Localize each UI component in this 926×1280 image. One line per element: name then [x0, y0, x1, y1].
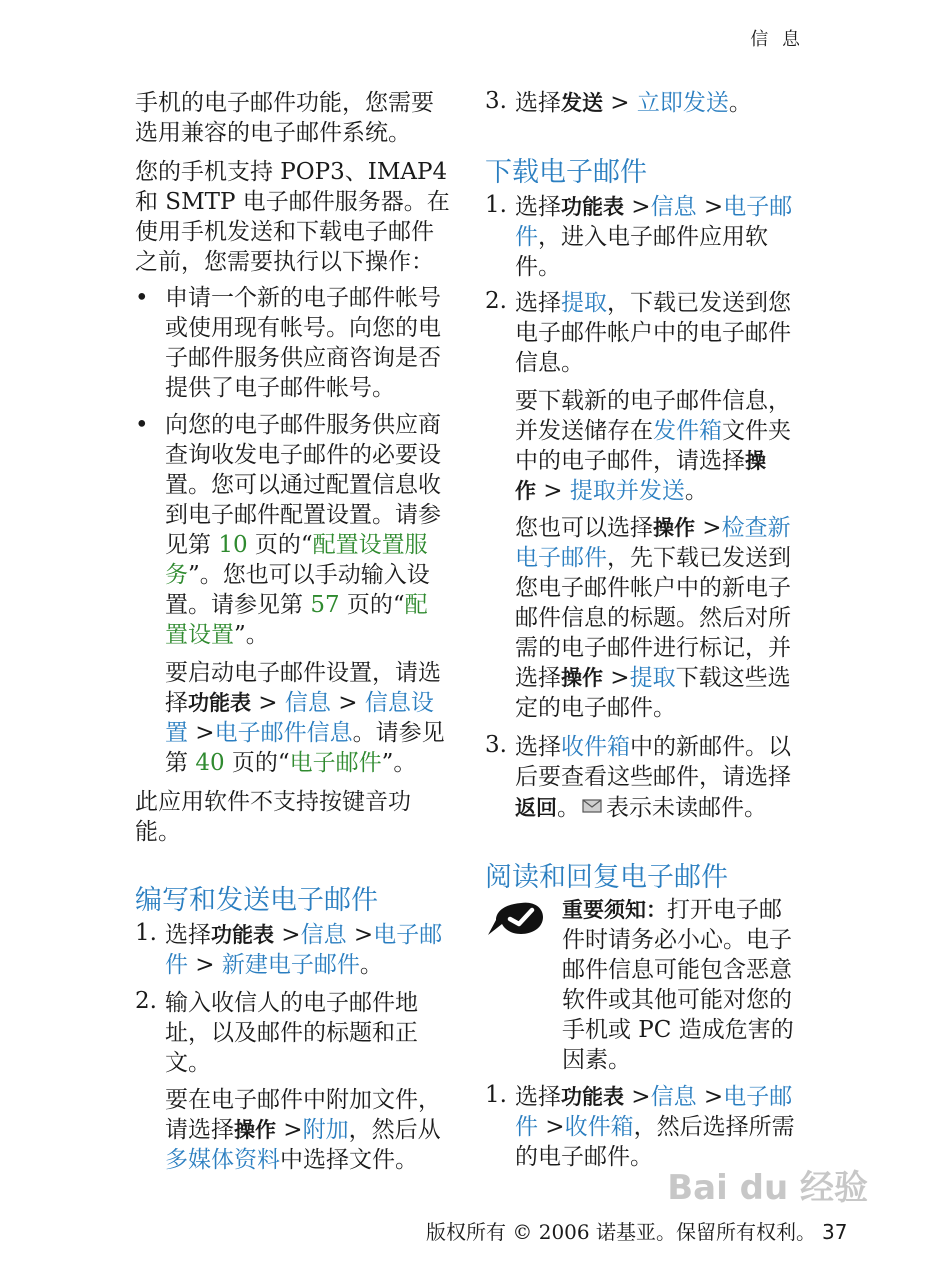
bullet-item	[165, 410, 441, 650]
baidu-watermark-logo: Bai du 经验	[667, 1168, 868, 1208]
text-line: 件 > 新建电子邮件。	[165, 952, 383, 978]
menu-link[interactable]: 信息	[300, 922, 347, 948]
menu-link[interactable]: 检查新	[721, 515, 791, 541]
step-item	[515, 288, 791, 378]
text-line: 手机的电子邮件功能，您需要	[135, 90, 434, 116]
important-notice	[562, 895, 794, 1075]
text-line: 选择发送 > 立即发送。	[515, 90, 752, 116]
text-line: 邮件信息的标题。然后对所	[515, 605, 791, 631]
text-line: 中的电子邮件，请选择操	[515, 448, 766, 474]
unread-message-icon	[582, 792, 602, 822]
cross-reference-link[interactable]: 务	[165, 562, 188, 588]
notice-label: 重要须知：	[562, 898, 667, 922]
menu-link[interactable]: 电子邮	[723, 194, 793, 220]
menu-command: 功能表	[561, 195, 624, 219]
text-line: 后要查看这些邮件，请选择	[515, 764, 791, 790]
bullet-item	[165, 283, 441, 403]
text-line: 使用手机发送和下载电子邮件	[135, 219, 434, 245]
menu-link[interactable]: 多媒体资料	[165, 1147, 280, 1173]
text-line: 件，进入电子邮件应用软	[515, 224, 768, 250]
text-line: 第 40 页的“电子邮件”。	[165, 750, 417, 776]
section-header: 信 息	[750, 29, 804, 50]
page-footer	[426, 1216, 847, 1245]
menu-link[interactable]: 件	[165, 952, 188, 978]
text-line: 邮件信息可能包含恶意	[562, 957, 792, 983]
cross-reference-link[interactable]: 电子邮件	[289, 750, 382, 776]
check-new-instructions	[515, 513, 791, 723]
step-item	[165, 920, 442, 980]
text-line: 置。请参见第 57 页的“配	[165, 592, 428, 618]
text-line: 选择操作 >提取下载这些选	[515, 665, 791, 691]
text-line: 选择功能表 >信息 >电子邮	[165, 922, 443, 948]
menu-link[interactable]: 提取	[629, 665, 676, 691]
text-line: 务”。您也可以手动输入设	[165, 562, 430, 588]
menu-link[interactable]: 电子邮件信息	[214, 720, 353, 746]
menu-command: 操作	[653, 516, 695, 540]
text-line: 您也可以选择操作 >检查新	[515, 515, 791, 541]
text-line: 重要须知：打开电子邮	[562, 897, 782, 923]
cross-reference-link[interactable]: 置设置	[165, 622, 234, 648]
text-line: 子邮件服务供应商咨询是否	[165, 345, 441, 371]
menu-link[interactable]: 立即发送	[636, 90, 729, 116]
step-number: 2.	[485, 288, 507, 314]
menu-command: 功能表	[211, 923, 274, 947]
menu-command: 功能表	[561, 1085, 624, 1109]
text-line: 并发送储存在发件箱文件夹	[515, 418, 791, 444]
text-line: 置。您可以通过配置信息收	[165, 472, 441, 498]
text-line: 选择收件箱中的新邮件。以	[515, 734, 791, 760]
attach-instructions	[165, 1085, 441, 1175]
text-line: 或使用现有帐号。向您的电	[165, 315, 441, 341]
text-line: 此应用软件不支持按键音功	[135, 789, 411, 815]
menu-link[interactable]: 电子邮	[373, 922, 443, 948]
menu-command: 操作	[234, 1118, 276, 1142]
text-line: 之前，您需要执行以下操作：	[135, 249, 434, 275]
cross-reference-link[interactable]: 配置设置服	[312, 532, 428, 558]
text-line: 件 >收件箱，然后选择所需	[515, 1114, 795, 1140]
step-item	[515, 192, 792, 282]
text-line: 件时请务必小心。电子	[562, 927, 792, 953]
text-line: 件。	[515, 254, 561, 280]
section-heading-compose: 编写和发送电子邮件	[135, 885, 378, 916]
text-line: 电子邮件帐户中的电子邮件	[515, 320, 791, 346]
setup-instructions	[165, 658, 445, 778]
text-line: 多媒体资料中选择文件。	[165, 1147, 418, 1173]
menu-link[interactable]: 置	[165, 720, 188, 746]
important-notice-icon	[485, 897, 547, 945]
text-line: 要启动电子邮件设置，请选	[165, 660, 441, 686]
copyright-text: 版权所有 © 2006 诺基亚。保留所有权利。	[426, 1220, 816, 1244]
menu-link[interactable]: 件	[515, 224, 538, 250]
page-ref[interactable]: 40	[195, 750, 225, 776]
step-item	[165, 988, 418, 1078]
step-number: 1.	[135, 920, 157, 946]
step-number: 1.	[485, 1082, 507, 1108]
text-line: 您的手机支持 POP3、IMAP4	[135, 159, 448, 185]
text-line: 要在电子邮件中附加文件，	[165, 1087, 441, 1113]
menu-link[interactable]: 信息	[650, 194, 697, 220]
text-line: 能。	[135, 819, 181, 845]
page-ref[interactable]: 10	[218, 532, 248, 558]
page-ref[interactable]: 57	[310, 592, 340, 618]
section-heading-download: 下载电子邮件	[485, 157, 647, 188]
page-number: 37	[821, 1220, 848, 1244]
menu-link[interactable]: 电子邮件	[515, 545, 607, 571]
text-line: 见第 10 页的“配置设置服	[165, 532, 428, 558]
text-line: 返回。 表示未读邮件。	[515, 792, 791, 822]
download-send-instructions	[515, 386, 791, 506]
text-line: 要下载新的电子邮件信息，	[515, 388, 791, 414]
text-line: 电子邮件，先下载已发送到	[515, 545, 791, 571]
text-line: 作 > 提取并发送。	[515, 478, 708, 504]
text-line: 请选择操作 >附加，然后从	[165, 1117, 441, 1143]
menu-link[interactable]: 信息	[650, 1084, 697, 1110]
cross-reference-link[interactable]: 配	[404, 592, 428, 618]
step-item	[515, 1082, 795, 1172]
text-line: 址，以及邮件的标题和正	[165, 1020, 418, 1046]
text-line: 择功能表 > 信息 > 信息设	[165, 690, 434, 716]
menu-link[interactable]: 电子邮	[723, 1084, 793, 1110]
text-line: 和 SMTP 电子邮件服务器。在	[135, 189, 450, 215]
step-item	[515, 88, 752, 118]
menu-link[interactable]: 收件箱	[561, 734, 630, 760]
step-number: 3.	[485, 732, 507, 758]
text-line: 需的电子邮件进行标记，并	[515, 635, 791, 661]
menu-link[interactable]: 件	[515, 1114, 538, 1140]
step-number: 2.	[135, 988, 157, 1014]
text-line: 输入收信人的电子邮件地	[165, 990, 418, 1016]
menu-link[interactable]: 提取	[561, 290, 607, 316]
menu-command: 作	[515, 479, 536, 503]
text-line: 选择提取，下载已发送到您	[515, 290, 791, 316]
note-paragraph	[135, 787, 411, 847]
text-line: 选择功能表 >信息 >电子邮	[515, 194, 793, 220]
text-line: 查询收发电子邮件的必要设	[165, 442, 441, 468]
text-line: 申请一个新的电子邮件帐号	[165, 285, 441, 311]
step-number: 3.	[485, 88, 507, 114]
text-line: 向您的电子邮件服务供应商	[165, 412, 441, 438]
text-line: 到电子邮件配置设置。请参	[165, 502, 441, 528]
text-line: 选用兼容的电子邮件系统。	[135, 120, 411, 146]
menu-link[interactable]: 信息	[284, 690, 331, 716]
menu-link[interactable]: 发件箱	[653, 418, 722, 444]
text-line: 信息。	[515, 350, 584, 376]
text-line: 定的电子邮件。	[515, 695, 676, 721]
support-paragraph	[135, 157, 450, 277]
menu-command: 返回	[515, 796, 557, 820]
text-line: 软件或其他可能对您的	[562, 987, 792, 1013]
text-line: 因素。	[562, 1047, 631, 1073]
text-line: 提供了电子邮件帐号。	[165, 375, 395, 401]
text-line: 手机或 PC 造成危害的	[562, 1017, 794, 1043]
text-line: 的电子邮件。	[515, 1144, 653, 1170]
text-line: 置 >电子邮件信息。请参见	[165, 720, 445, 746]
menu-link[interactable]: 提取并发送	[569, 478, 685, 504]
text-line: 选择功能表 >信息 >电子邮	[515, 1084, 793, 1110]
intro-paragraph	[135, 88, 434, 148]
menu-command: 操作	[561, 666, 603, 690]
bullet-marker: •	[135, 285, 149, 311]
menu-command: 发送	[561, 91, 603, 115]
menu-link[interactable]: 新建电子邮件	[221, 952, 360, 978]
menu-link[interactable]: 信息设	[364, 690, 434, 716]
bullet-marker: •	[135, 412, 149, 438]
step-item	[515, 732, 791, 822]
step-number: 1.	[485, 192, 507, 218]
menu-link[interactable]: 附加	[302, 1117, 349, 1143]
menu-command: 操	[745, 449, 766, 473]
menu-link[interactable]: 收件箱	[564, 1114, 634, 1140]
menu-command: 功能表	[188, 691, 251, 715]
text-line: 您电子邮件帐户中的新电子	[515, 575, 791, 601]
section-heading-read: 阅读和回复电子邮件	[485, 862, 728, 893]
text-line: 置设置”。	[165, 622, 269, 648]
text-line: 文。	[165, 1050, 211, 1076]
